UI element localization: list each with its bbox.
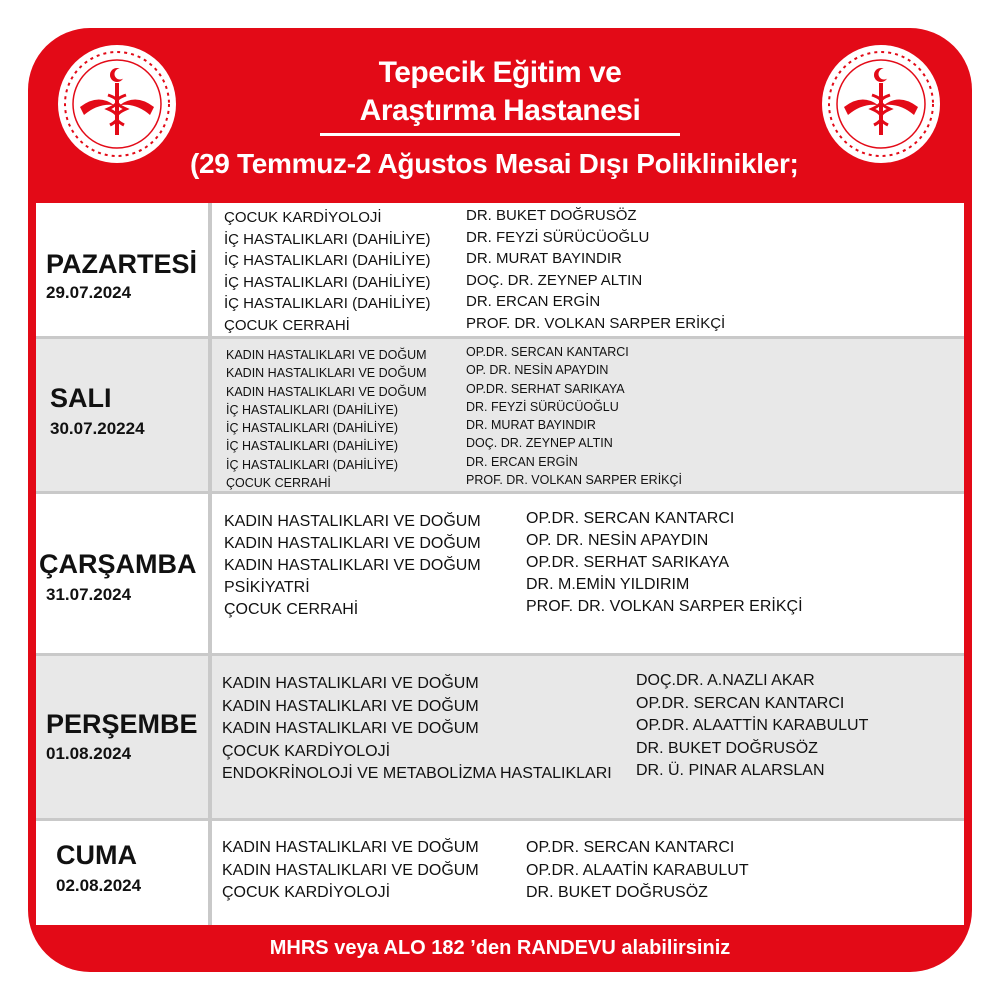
doctor-item: OP. DR. NESİN APAYDIN: [526, 532, 709, 549]
doctor-item: DR. Ü. PINAR ALARSLAN: [636, 762, 825, 779]
doctor-item: OP.DR. SERCAN KANTARCI: [636, 694, 845, 712]
doctor-item: DOÇ. DR. ZEYNEP ALTIN: [466, 436, 613, 451]
department-item: İÇ HASTALIKLARI (DAHİLİYE): [226, 402, 399, 417]
hospital-name-line1: Tepecik Eğitim ve: [378, 56, 622, 89]
row-divider: [36, 336, 964, 339]
day-name: CUMA: [56, 840, 137, 870]
doctor-item: OP.DR. SERCAN KANTARCI: [526, 839, 735, 856]
department-list: [226, 346, 427, 492]
department-item: ÇOCUK CERRAHİ: [226, 476, 331, 491]
day-name: PAZARTESİ: [46, 249, 198, 279]
day-name: PERŞEMBE: [46, 709, 198, 739]
doctor-item: DR. ERCAN ERGİN: [466, 293, 601, 310]
doctor-list: [526, 508, 803, 618]
doctor-item: DR. BUKET DOĞRUSÖZ: [466, 207, 637, 224]
title-divider: [320, 133, 680, 136]
department-list: [224, 207, 430, 336]
day-date: 02.08.2024: [56, 876, 142, 895]
doctor-item: PROF. DR. VOLKAN SARPER ERİKÇİ: [466, 473, 683, 488]
doctor-item: OP.DR. ALAATTİN KARABULUT: [636, 717, 869, 734]
department-item: KADIN HASTALIKLARI VE DOĞUM: [222, 720, 479, 737]
day-date: 31.07.2024: [46, 585, 132, 604]
row-divider: [36, 653, 964, 656]
appointment-footer: MHRS veya ALO 182 ’den RANDEVU alabilirsiniz: [269, 937, 731, 959]
doctor-item: PROF. DR. VOLKAN SARPER ERİKÇİ: [526, 598, 803, 615]
row-cuma: [36, 820, 964, 925]
department-item: ÇOCUK KARDİYOLOJİ: [224, 209, 382, 226]
department-item: KADIN HASTALIKLARI VE DOĞUM: [222, 839, 479, 856]
doctor-item: DOÇ. DR. ZEYNEP ALTIN: [466, 271, 643, 289]
department-item: İÇ HASTALIKLARI (DAHİLİYE): [224, 295, 431, 312]
doctor-list: [466, 205, 725, 334]
department-list: [224, 511, 481, 621]
day-name: SALI: [50, 383, 112, 413]
doctor-item: PROF. DR. VOLKAN SARPER ERİKÇİ: [466, 314, 726, 332]
department-list: [222, 673, 612, 786]
department-item: ENDOKRİNOLOJİ VE METABOLİZMA HASTALIKLARI: [222, 765, 612, 782]
doctor-item: DR. MURAT BAYINDIR: [466, 250, 622, 267]
department-item: PSİKİYATRİ: [224, 579, 310, 596]
department-item: KADIN HASTALIKLARI VE DOĞUM: [226, 366, 427, 381]
doctor-list: [526, 837, 749, 905]
doctor-item: DR. ERCAN ERGİN: [466, 454, 578, 469]
department-item: ÇOCUK CERRAHİ: [224, 316, 350, 334]
department-item: İÇ HASTALIKLARI (DAHİLİYE): [224, 273, 431, 291]
schedule-subtitle: (29 Temmuz-2 Ağustos Mesai Dışı Poliklinikler;: [190, 148, 799, 179]
doctor-item: OP.DR. SERCAN KANTARCI: [526, 510, 735, 527]
department-item: İÇ HASTALIKLARI (DAHİLİYE): [226, 457, 399, 472]
department-item: KADIN HASTALIKLARI VE DOĞUM: [224, 535, 481, 552]
department-item: KADIN HASTALIKLARI VE DOĞUM: [226, 384, 427, 399]
doctor-item: OP.DR. SERCAN KANTARCI: [466, 345, 629, 359]
row-divider: [36, 818, 964, 821]
doctor-item: OP.DR. SERHAT SARIKAYA: [466, 381, 625, 396]
department-item: ÇOCUK KARDİYOLOJİ: [222, 742, 391, 760]
schedule-table: [36, 203, 964, 925]
doctor-item: DR. FEYZİ SÜRÜCÜOĞLU: [466, 399, 619, 414]
doctor-list: [636, 670, 868, 783]
department-item: KADIN HASTALIKLARI VE DOĞUM: [222, 861, 479, 879]
doctor-item: DR. BUKET DOĞRUSÖZ: [636, 739, 818, 757]
department-list: [222, 837, 479, 905]
day-name: ÇARŞAMBA: [39, 549, 197, 579]
doctor-item: OP.DR. SERHAT SARIKAYA: [526, 554, 730, 571]
doctor-item: OP.DR. ALAATİN KARABULUT: [526, 861, 749, 879]
doctor-item: DR. MURAT BAYINDIR: [466, 418, 596, 433]
column-divider: [208, 203, 212, 925]
department-item: KADIN HASTALIKLARI VE DOĞUM: [222, 675, 479, 692]
department-item: ÇOCUK CERRAHİ: [224, 601, 359, 618]
row-divider: [36, 491, 964, 494]
department-item: İÇ HASTALIKLARI (DAHİLİYE): [224, 252, 431, 269]
doctor-item: OP. DR. NESİN APAYDIN: [466, 363, 609, 378]
department-item: İÇ HASTALIKLARI (DAHİLİYE): [226, 421, 399, 436]
doctor-item: DR. FEYZİ SÜRÜCÜOĞLU: [466, 228, 650, 246]
department-item: KADIN HASTALIKLARI VE DOĞUM: [224, 557, 481, 574]
doctor-item: DR. BUKET DOĞRUSÖZ: [526, 884, 708, 901]
department-item: İÇ HASTALIKLARI (DAHİLİYE): [224, 230, 431, 248]
day-date: 29.07.2024: [46, 283, 132, 302]
department-item: KADIN HASTALIKLARI VE DOĞUM: [226, 348, 427, 362]
day-date: 01.08.2024: [46, 744, 132, 763]
doctor-list: [466, 343, 682, 489]
doctor-item: DOÇ.DR. A.NAZLI AKAR: [636, 672, 815, 689]
department-item: KADIN HASTALIKLARI VE DOĞUM: [222, 697, 479, 715]
doctor-item: DR. M.EMİN YILDIRIM: [526, 576, 690, 593]
day-date: 30.07.20224: [50, 419, 145, 438]
department-item: KADIN HASTALIKLARI VE DOĞUM: [224, 513, 481, 530]
department-item: ÇOCUK KARDİYOLOJİ: [222, 884, 391, 901]
department-item: İÇ HASTALIKLARI (DAHİLİYE): [226, 439, 399, 454]
hospital-name-line2: Araştırma Hastanesi: [359, 94, 641, 127]
